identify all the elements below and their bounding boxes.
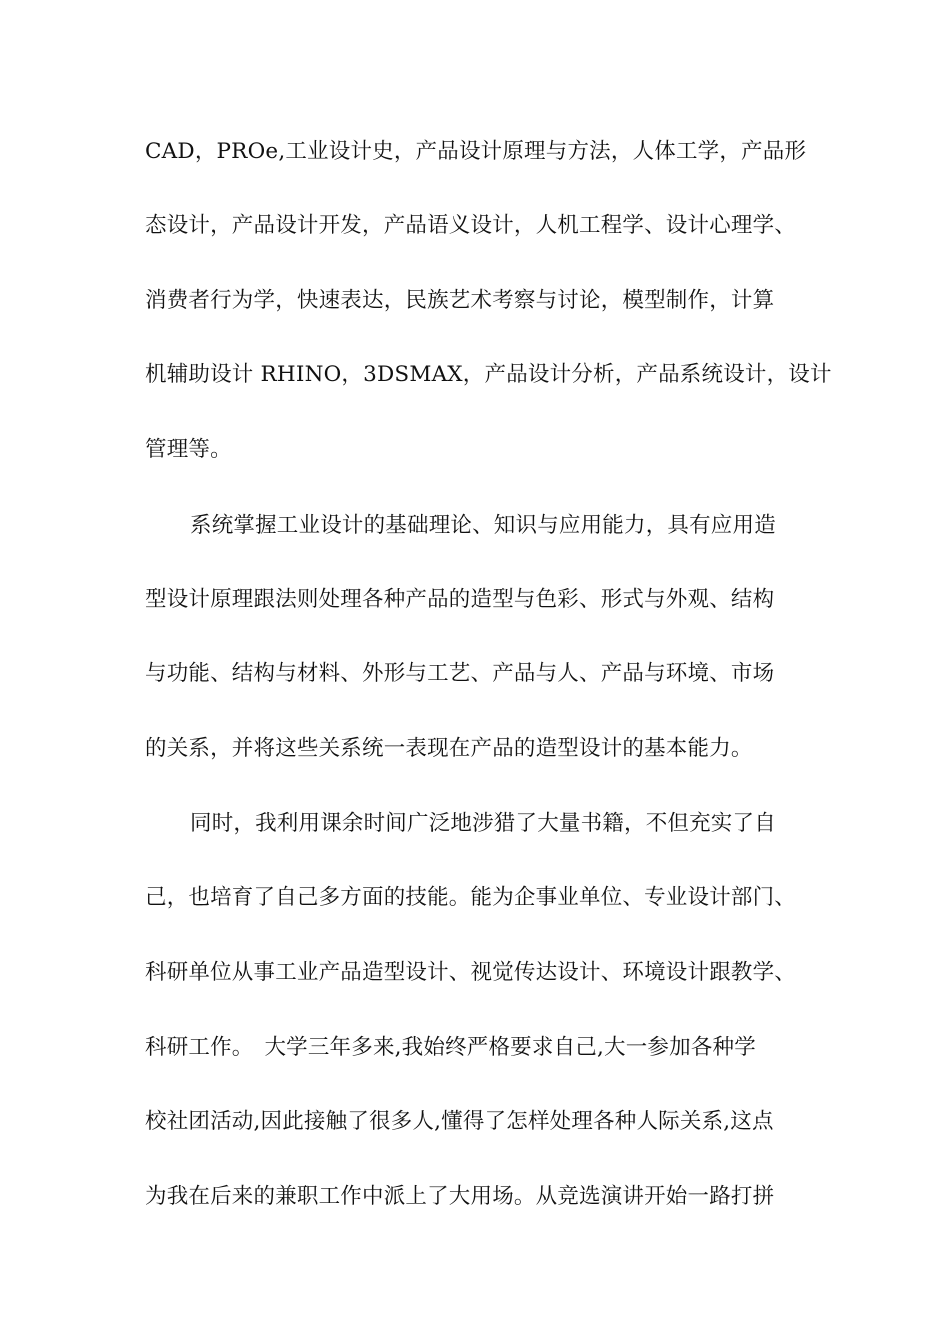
- paragraph-2-line-4: 的关系，并将这些关系统一表现在产品的造型设计的基本能力。: [145, 736, 753, 761]
- paragraph-2-line-3: 与功能、结构与材料、外形与工艺、产品与人、产品与环境、市场: [145, 661, 775, 686]
- paragraph-3-line-3: 科研单位从事工业产品造型设计、视觉传达设计、环境设计跟教学、: [145, 960, 797, 985]
- paragraph-1-line-5: 管理等。: [145, 437, 232, 462]
- paragraph-1-line-2: 态设计，产品设计开发，产品语义设计，人机工程学、设计心理学、: [145, 213, 797, 238]
- paragraph-3-line-1: 同时，我利用课余时间广泛地涉猎了大量书籍，不但充实了自: [190, 811, 776, 836]
- paragraph-2-line-1: 系统掌握工业设计的基础理论、知识与应用能力，具有应用造: [190, 513, 776, 538]
- paragraph-2-line-2: 型设计原理跟法则处理各种产品的造型与色彩、形式与外观、结构: [145, 587, 775, 612]
- paragraph-3-line-6: 为我在后来的兼职工作中派上了大用场。从竞选演讲开始一路打拼: [145, 1184, 775, 1209]
- paragraph-1-line-3: 消费者行为学，快速表达，民族艺术考察与讨论，模型制作，计算: [145, 288, 775, 313]
- paragraph-3-line-2: 己，也培育了自己多方面的技能。能为企事业单位、专业设计部门、: [145, 885, 797, 910]
- paragraph-3-line-5: 校社团活动,因此接触了很多人,懂得了怎样处理各种人际关系,这点: [145, 1109, 774, 1134]
- paragraph-1-line-4: 机辅助设计 RHINO，3DSMAX，产品设计分析，产品系统设计，设计: [145, 362, 832, 387]
- paragraph-1-line-1: CAD，PROe,工业设计史，产品设计原理与方法，人体工学，产品形: [145, 139, 807, 164]
- paragraph-3-line-4: 科研工作。 大学三年多来,我始终严格要求自己,大一参加各种学: [145, 1035, 756, 1060]
